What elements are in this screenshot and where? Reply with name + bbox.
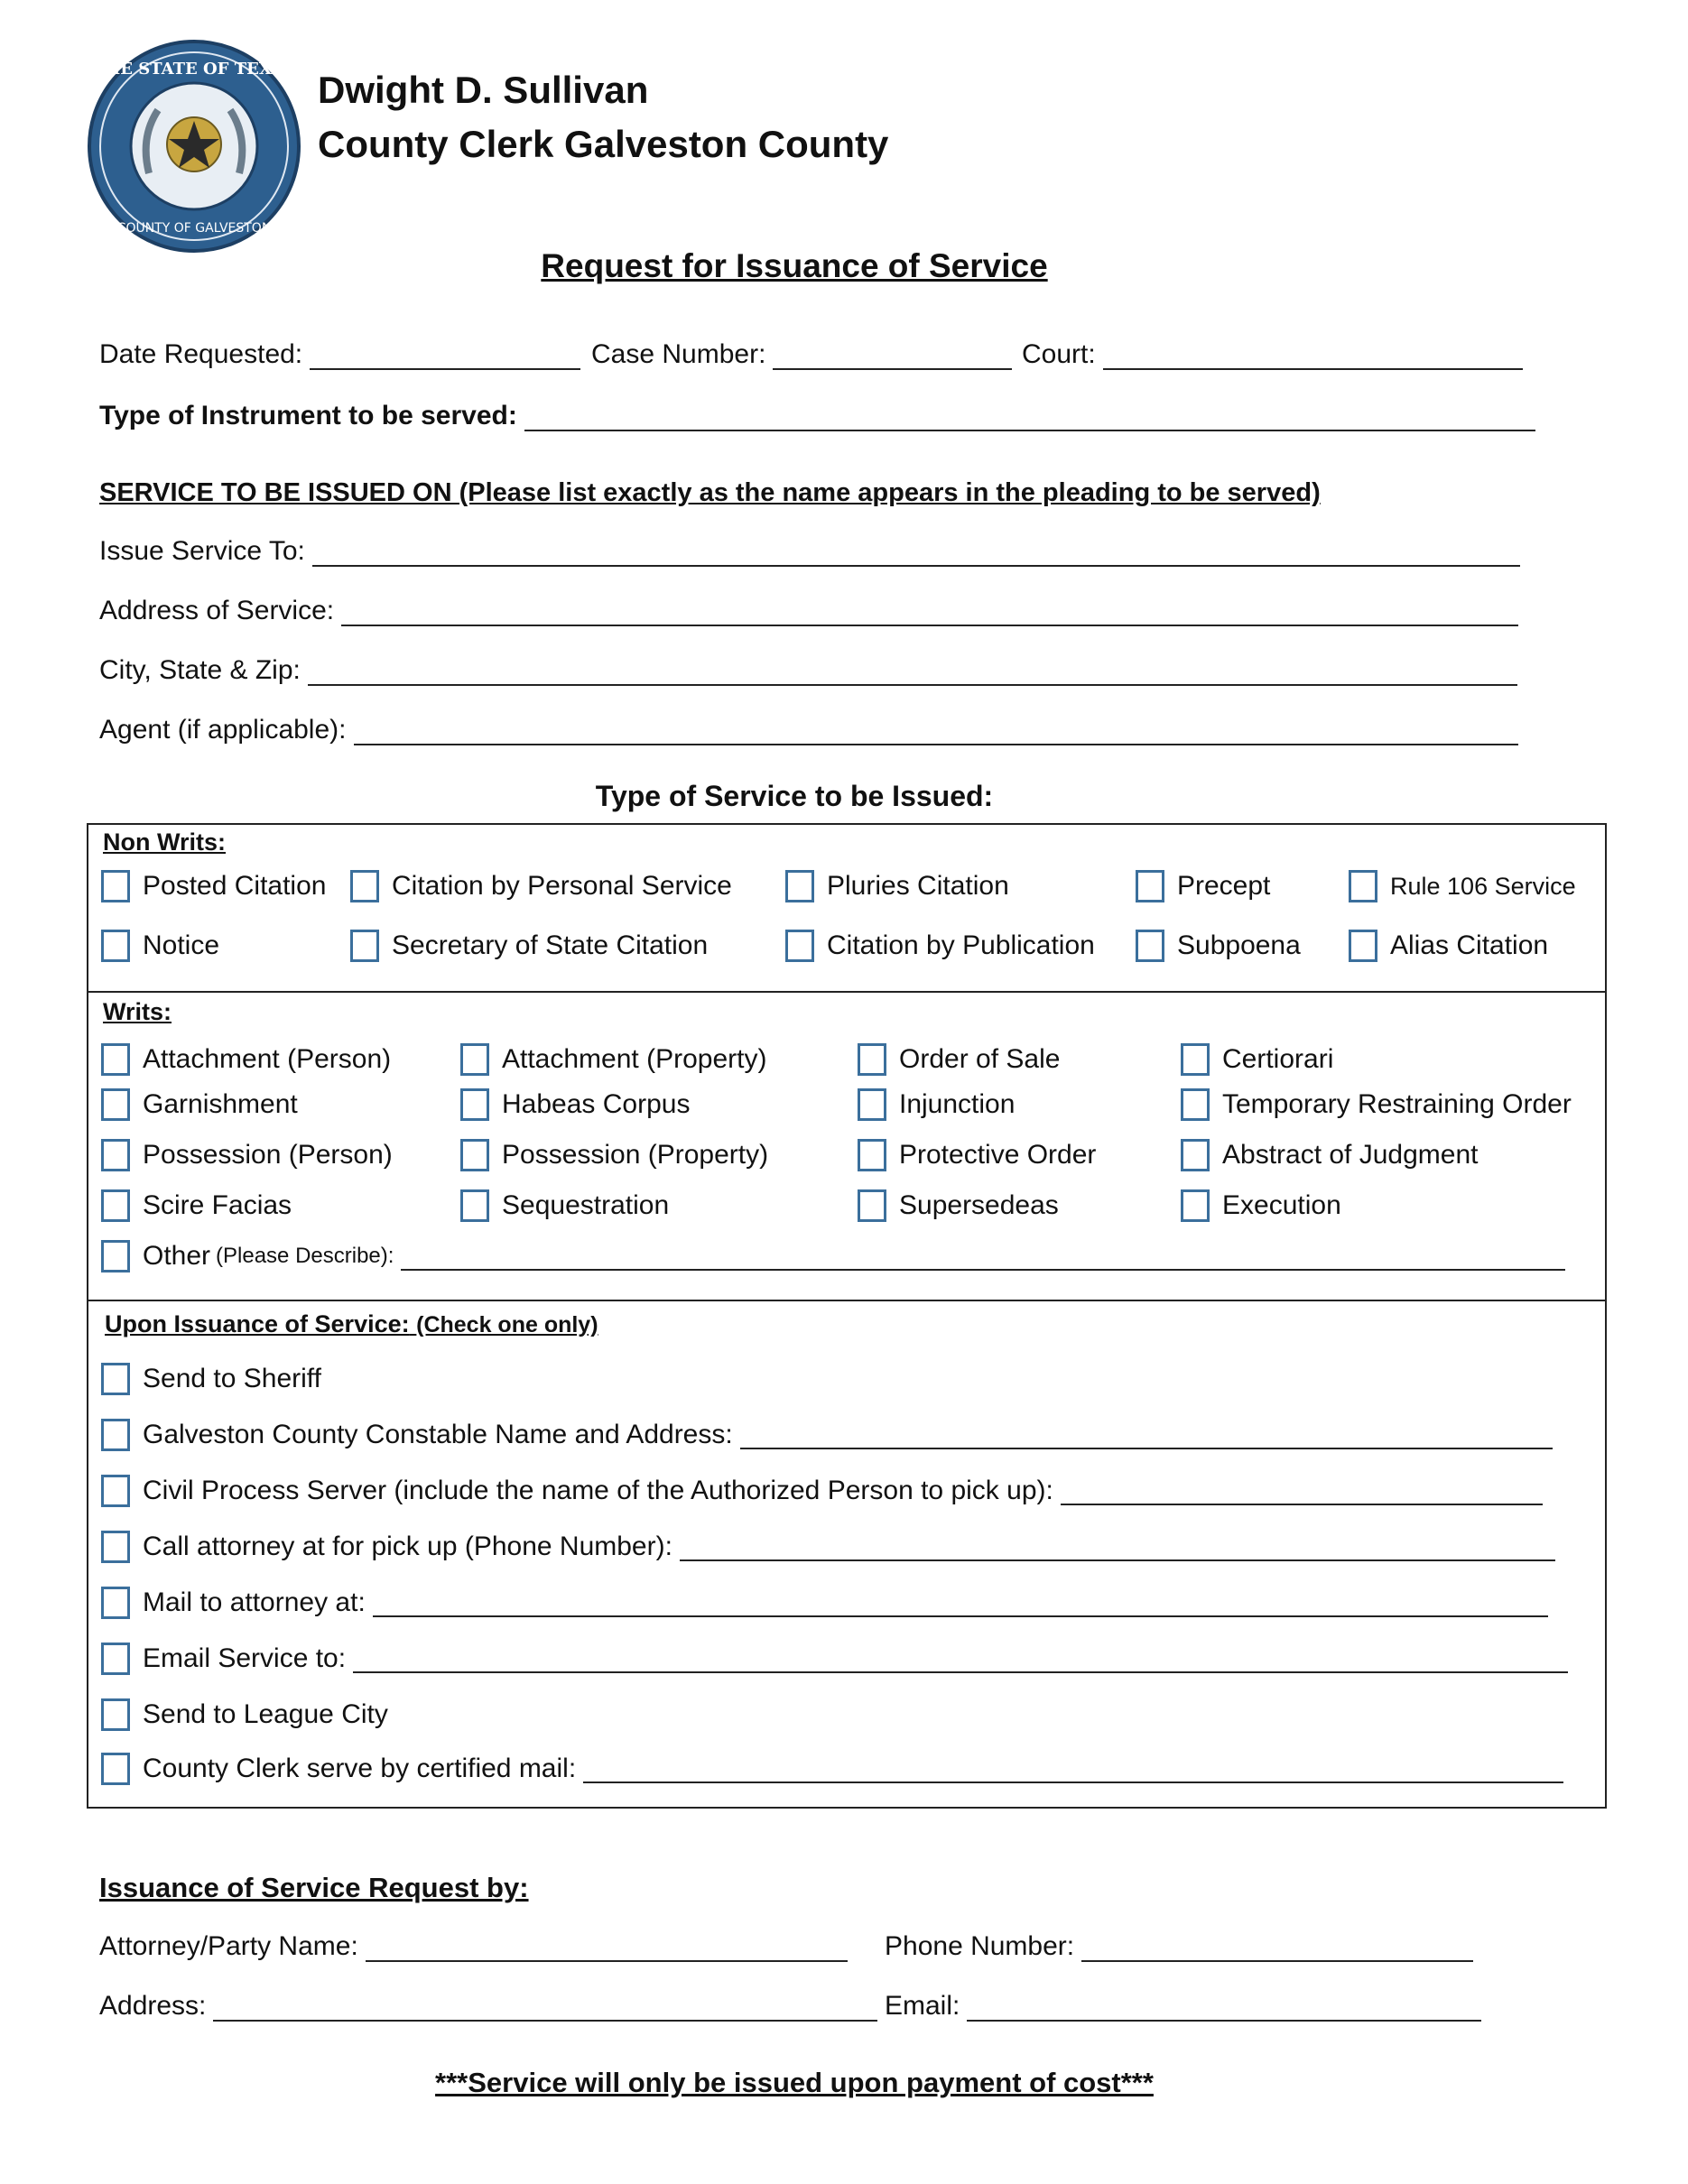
agent-label: Agent (if applicable): <box>99 715 347 745</box>
checkbox-possession-property[interactable] <box>460 1139 768 1171</box>
non-writs-section <box>87 823 1607 993</box>
checkbox-label: Subpoena <box>1177 930 1301 960</box>
checkbox-square[interactable] <box>1181 1088 1210 1121</box>
certified-mail-line[interactable] <box>583 1754 1563 1783</box>
constable-line[interactable] <box>740 1421 1553 1449</box>
form-title: Request for Issuance of Service <box>541 247 1048 284</box>
issue-to-field[interactable] <box>99 536 1520 567</box>
checkbox-pluries-citation[interactable] <box>785 870 1009 902</box>
checkbox-square[interactable] <box>101 1189 130 1222</box>
phone-number-label: Phone Number: <box>885 1931 1075 1961</box>
attorney-name-line[interactable] <box>366 1933 848 1962</box>
request-by-heading: Issuance of Service Request by: <box>99 1872 529 1903</box>
requester-address-line[interactable] <box>213 1993 877 2022</box>
checkbox-label: Citation by Publication <box>827 930 1095 960</box>
checkbox-square[interactable] <box>1349 930 1377 962</box>
payment-notice: ***Service will only be issued upon payment of cost*** <box>435 2067 1154 2098</box>
checkbox-square[interactable] <box>101 1419 130 1451</box>
checkbox-square[interactable] <box>101 1531 130 1563</box>
city-state-zip-label: City, State & Zip: <box>99 655 301 685</box>
city-state-zip-field[interactable] <box>99 655 1517 686</box>
checkbox-square[interactable] <box>460 1139 489 1171</box>
type-of-service-title: Type of Service to be Issued: <box>595 780 994 812</box>
checkbox-square[interactable] <box>460 1189 489 1222</box>
city-state-zip-line[interactable] <box>308 657 1517 686</box>
checkbox-label: Citation by Personal Service <box>392 871 732 901</box>
other-hint: (Please Describe): <box>216 1244 394 1268</box>
clerk-name-block <box>318 63 888 171</box>
checkbox-label: Attachment (Property) <box>502 1044 767 1074</box>
agent-line[interactable] <box>354 717 1518 745</box>
address-of-service-line[interactable] <box>341 597 1518 626</box>
checkbox-label: Other <box>143 1241 211 1271</box>
checkbox-label: Precept <box>1177 871 1271 901</box>
phone-number-field[interactable] <box>885 1931 1473 1962</box>
checkbox-label: Scire Facias <box>143 1190 292 1220</box>
court-field[interactable] <box>1022 339 1523 370</box>
court-label: Court: <box>1022 339 1096 369</box>
checkbox-label: Possession (Person) <box>143 1140 393 1170</box>
checkbox-square[interactable] <box>858 1139 886 1171</box>
checkbox-scire-facias[interactable] <box>101 1189 292 1222</box>
civil-process-server-line[interactable] <box>1061 1476 1543 1505</box>
checkbox-square[interactable] <box>350 870 379 902</box>
checkbox-precept[interactable] <box>1136 870 1270 902</box>
checkbox-injunction[interactable] <box>858 1088 1015 1121</box>
checkbox-call-attorney[interactable] <box>101 1531 1555 1563</box>
checkbox-attachment-property[interactable] <box>460 1043 766 1076</box>
service-on-heading: SERVICE TO BE ISSUED ON (Please list exactly as the name appears in the pleading to be served) <box>99 478 1321 507</box>
checkbox-send-to-league-city[interactable] <box>101 1698 388 1731</box>
checkbox-square[interactable] <box>858 1189 886 1222</box>
date-requested-label: Date Requested: <box>99 339 303 369</box>
checkbox-label: Order of Sale <box>899 1044 1061 1074</box>
checkbox-label: Attachment (Person) <box>143 1044 392 1074</box>
upon-issuance-note: (Check one only) <box>416 1312 598 1337</box>
checkbox-label: Sequestration <box>502 1190 670 1220</box>
checkbox-label: Call attorney at for pick up (Phone Number): <box>143 1532 672 1561</box>
checkbox-notice[interactable] <box>101 930 219 962</box>
checkbox-label: Execution <box>1222 1190 1341 1220</box>
checkbox-secretary-of-state-citation[interactable] <box>350 930 708 962</box>
checkbox-label: Possession (Property) <box>502 1140 769 1170</box>
checkbox-temporary-restraining-order[interactable] <box>1181 1088 1572 1121</box>
checkbox-square[interactable] <box>1181 1043 1210 1076</box>
checkbox-label: Protective Order <box>899 1140 1097 1170</box>
checkbox-square[interactable] <box>785 930 814 962</box>
checkbox-square[interactable] <box>1349 870 1377 902</box>
checkbox-garnishment[interactable] <box>101 1088 298 1121</box>
requester-email-label: Email: <box>885 1991 960 2021</box>
checkbox-email-service[interactable] <box>101 1643 1568 1675</box>
checkbox-square[interactable] <box>1136 870 1164 902</box>
checkbox-mail-to-attorney[interactable] <box>101 1587 1548 1619</box>
checkbox-label: Injunction <box>899 1089 1016 1119</box>
checkbox-possession-person[interactable] <box>101 1139 393 1171</box>
checkbox-order-of-sale[interactable] <box>858 1043 1060 1076</box>
checkbox-label: Send to Sheriff <box>143 1364 321 1393</box>
instrument-field[interactable] <box>99 401 1535 431</box>
email-service-line[interactable] <box>353 1644 1568 1673</box>
checkbox-square[interactable] <box>1136 930 1164 962</box>
upon-issuance-heading <box>105 1310 598 1338</box>
issue-to-line[interactable] <box>312 538 1520 567</box>
mail-to-attorney-line[interactable] <box>373 1588 1548 1617</box>
upon-issuance-title: Upon Issuance of Service: <box>105 1310 410 1337</box>
clerk-title: County Clerk Galveston County <box>318 123 889 165</box>
seal-top-text: THE STATE OF TEXAS <box>92 60 296 79</box>
checkbox-square[interactable] <box>101 1043 130 1076</box>
date-requested-field[interactable] <box>99 339 580 370</box>
clerk-name: Dwight D. Sullivan <box>318 69 649 111</box>
checkbox-certiorari[interactable] <box>1181 1043 1333 1076</box>
checkbox-other[interactable] <box>101 1240 1565 1272</box>
checkbox-square[interactable] <box>101 1139 130 1171</box>
checkbox-square[interactable] <box>858 1088 886 1121</box>
checkbox-square[interactable] <box>101 1240 130 1272</box>
call-attorney-line[interactable] <box>680 1532 1555 1561</box>
checkbox-label: Pluries Citation <box>827 871 1009 901</box>
phone-number-line[interactable] <box>1081 1933 1473 1962</box>
checkbox-label: County Clerk serve by certified mail: <box>143 1754 577 1783</box>
checkbox-label: Habeas Corpus <box>502 1089 691 1119</box>
checkbox-civil-process-server[interactable] <box>101 1475 1543 1507</box>
court-line[interactable] <box>1103 341 1523 370</box>
checkbox-label: Civil Process Server (include the name of the Authorized Person to pick up): <box>143 1476 1053 1505</box>
checkbox-square[interactable] <box>1181 1189 1210 1222</box>
checkbox-rule-106-service[interactable] <box>1349 870 1576 902</box>
checkbox-label: Supersedeas <box>899 1190 1059 1220</box>
issue-to-label: Issue Service To: <box>99 536 305 566</box>
checkbox-supersedeas[interactable] <box>858 1189 1059 1222</box>
attorney-name-label: Attorney/Party Name: <box>99 1931 358 1961</box>
instrument-line[interactable] <box>524 403 1535 431</box>
checkbox-label: Posted Citation <box>143 871 327 901</box>
writs-section <box>87 991 1607 1301</box>
checkbox-citation-personal-service[interactable] <box>350 870 732 902</box>
checkbox-habeas-corpus[interactable] <box>460 1088 690 1121</box>
checkbox-square[interactable] <box>101 1088 130 1121</box>
checkbox-square[interactable] <box>101 870 130 902</box>
checkbox-sequestration[interactable] <box>460 1189 669 1222</box>
case-number-label: Case Number: <box>591 339 766 369</box>
checkbox-square[interactable] <box>785 870 814 902</box>
checkbox-square[interactable] <box>858 1043 886 1076</box>
other-description-line[interactable] <box>401 1242 1565 1271</box>
checkbox-square[interactable] <box>101 1753 130 1785</box>
upon-issuance-section <box>87 1300 1607 1809</box>
checkbox-label: Garnishment <box>143 1089 298 1119</box>
checkbox-label: Mail to attorney at: <box>143 1587 366 1617</box>
checkbox-label: Rule 106 Service <box>1390 872 1576 900</box>
checkbox-square[interactable] <box>101 1643 130 1675</box>
checkbox-label: Alias Citation <box>1390 930 1549 960</box>
checkbox-send-to-sheriff[interactable] <box>101 1363 321 1395</box>
checkbox-alias-citation[interactable] <box>1349 930 1548 962</box>
seal-bottom-text: COUNTY OF GALVESTON <box>116 221 272 236</box>
non-writs-heading: Non Writs: <box>103 828 226 856</box>
checkbox-posted-citation[interactable] <box>101 870 326 902</box>
checkbox-label: Abstract of Judgment <box>1222 1140 1479 1170</box>
case-number-line[interactable] <box>773 341 1012 370</box>
checkbox-square[interactable] <box>101 930 130 962</box>
checkbox-square[interactable] <box>460 1043 489 1076</box>
instrument-label: Type of Instrument to be served: <box>99 401 517 430</box>
checkbox-subpoena[interactable] <box>1136 930 1301 962</box>
case-number-field[interactable] <box>591 339 1012 370</box>
checkbox-label: Notice <box>143 930 220 960</box>
address-of-service-field[interactable] <box>99 596 1518 626</box>
checkbox-certified-mail[interactable] <box>101 1753 1563 1785</box>
checkbox-label: Email Service to: <box>143 1643 347 1673</box>
checkbox-attachment-person[interactable] <box>101 1043 391 1076</box>
writs-heading: Writs: <box>103 998 172 1025</box>
checkbox-label: Galveston County Constable Name and Address: <box>143 1420 733 1449</box>
checkbox-square[interactable] <box>101 1475 130 1507</box>
checkbox-protective-order[interactable] <box>858 1139 1096 1171</box>
checkbox-abstract-of-judgment[interactable] <box>1181 1139 1478 1171</box>
attorney-name-field[interactable] <box>99 1931 848 1962</box>
checkbox-label: Send to League City <box>143 1699 388 1729</box>
date-requested-line[interactable] <box>310 341 580 370</box>
checkbox-label: Secretary of State Citation <box>392 930 709 960</box>
checkbox-label: Certiorari <box>1222 1044 1334 1074</box>
checkbox-square[interactable] <box>101 1698 130 1731</box>
checkbox-citation-by-publication[interactable] <box>785 930 1095 962</box>
checkbox-square[interactable] <box>350 930 379 962</box>
requester-email-line[interactable] <box>967 1993 1481 2022</box>
checkbox-label: Temporary Restraining Order <box>1222 1089 1572 1119</box>
requester-address-label: Address: <box>99 1991 207 2021</box>
requester-address-field[interactable] <box>99 1991 877 2022</box>
checkbox-square[interactable] <box>101 1363 130 1395</box>
checkbox-constable[interactable] <box>101 1419 1553 1451</box>
checkbox-square[interactable] <box>1181 1139 1210 1171</box>
requester-email-field[interactable] <box>885 1991 1481 2022</box>
checkbox-square[interactable] <box>460 1088 489 1121</box>
address-of-service-label: Address of Service: <box>99 596 335 625</box>
county-seal <box>86 38 302 254</box>
checkbox-execution[interactable] <box>1181 1189 1341 1222</box>
checkbox-square[interactable] <box>101 1587 130 1619</box>
agent-field[interactable] <box>99 715 1518 745</box>
